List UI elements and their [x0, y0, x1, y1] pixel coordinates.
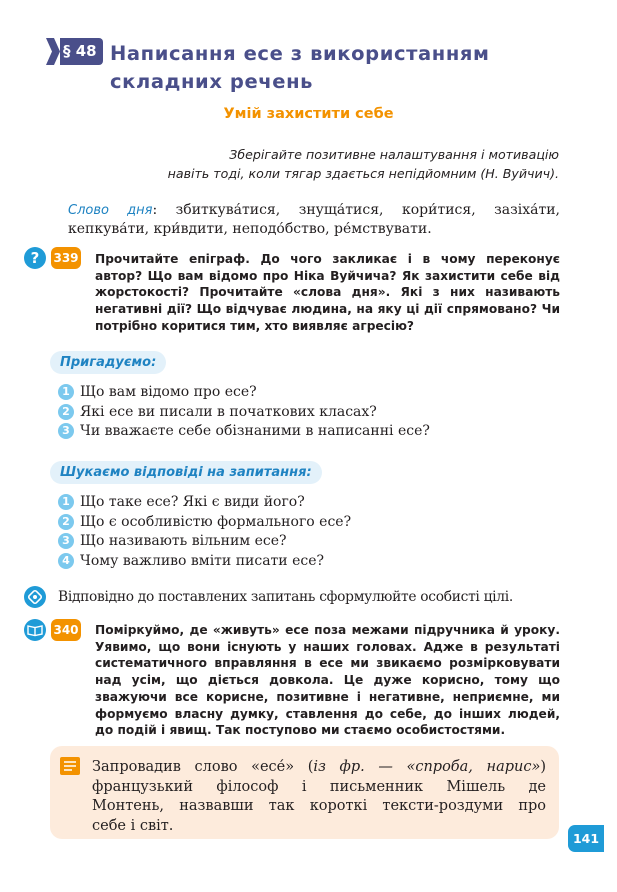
word-of-day	[68, 201, 560, 239]
list-number: 3	[58, 533, 74, 549]
info-text-part: )	[540, 759, 546, 775]
list-text: Що таке есе? Які є види його?	[80, 493, 305, 510]
list-item	[58, 402, 558, 422]
recall-list	[58, 382, 558, 441]
page-title	[110, 40, 550, 96]
list-number: 1	[58, 384, 74, 400]
goals-text: Відповідно до поставлених запитань сформулюйте особисті цілі.	[58, 589, 513, 605]
list-number: 3	[58, 423, 74, 439]
list-item	[58, 551, 558, 571]
list-text: Чому важливо вміти писати есе?	[80, 552, 324, 569]
list-number: 1	[58, 494, 74, 510]
list-number: 2	[58, 404, 74, 420]
list-number: 2	[58, 514, 74, 530]
task-text: Прочитайте епіграф. До чого закликає і в чому переконує автор? Що вам відомо про Ніка Вуйчича? Як захистити себе від жорстокості? Прочитайте «слова дня». Які з них називають негативні дії? Що відчуває людина, на яку ці дії спрямовано? Чи потрібно коритися тим, хто виявляє агресію?	[95, 252, 560, 333]
search-list	[58, 492, 558, 571]
info-text-part: Запровадив слово «есе́» (	[92, 759, 314, 775]
search-heading: Шукаємо відповіді на запитання:	[50, 461, 322, 484]
list-number: 4	[58, 553, 74, 569]
epigraph-line: навіть тоді, коли тягар здається непідйомним (Н. Вуйчич).	[167, 166, 559, 181]
list-text: Які есе ви писали в початкових класах?	[80, 403, 377, 420]
goal-icon	[24, 586, 46, 608]
chevron-right-icon	[46, 38, 60, 65]
list-text: Чи вважаєте себе обізнаними в написанні есе?	[80, 423, 430, 440]
section-badge	[46, 38, 103, 65]
info-text	[92, 758, 546, 836]
task-text: Поміркуймо, де «живуть» есе поза межами підручника й уроку. Уявимо, що вони існують у наших головах. Адже в результаті систематичного вправляння в есе ми звикаємо розмірковувати над усім, що діється довкола. Це дуже корисно, тому що зважуючи все корисне, позитивне і негативне, неприємне, ми формуємо власну думку, ставлення до себе, до інших людей, до подій і явищ. Так поступово ми стаємо особистостями.	[95, 623, 560, 738]
word-of-day-label: Слово дня	[68, 203, 153, 218]
note-icon	[59, 756, 81, 776]
task-number: 340	[51, 619, 81, 641]
list-text: Що вам відомо про есе?	[80, 383, 257, 400]
info-text-part: із фр. — «спроба, нарис»	[313, 759, 541, 775]
title-line: Написання есе з використанням	[110, 42, 490, 65]
subtitle: Умій захистити себе	[223, 106, 394, 122]
list-item	[58, 531, 558, 551]
list-item	[58, 492, 558, 512]
info-text-line: французький філософ і письменник Мішель де	[92, 778, 546, 795]
epigraph	[168, 145, 559, 183]
title-line: складних речень	[110, 70, 314, 93]
epigraph-line: Зберігайте позитивне налаштування і мотивацію	[229, 147, 559, 162]
book-icon	[24, 619, 46, 641]
list-item	[58, 421, 558, 441]
page-number: 141	[568, 825, 604, 852]
info-text-line: Монтень, назвавши так короткі тексти-роздуми про	[92, 798, 546, 814]
list-text: Що є особливістю формального есе?	[80, 513, 352, 530]
section-number: § 48	[60, 38, 103, 65]
recall-heading: Пригадуємо:	[50, 351, 166, 374]
word-of-day-text: : збиткува́тися, знуща́тися, кори́тися, зазіха́ти, кепкува́ти, кри́вдити, неподо́бство, ре́мствувати.	[68, 202, 561, 237]
info-box	[50, 746, 559, 839]
list-item	[58, 382, 558, 402]
task-number: 339	[51, 247, 81, 269]
list-text: Що називають вільним есе?	[80, 533, 287, 550]
question-icon: ?	[24, 247, 46, 269]
list-item	[58, 512, 558, 532]
info-text-line: себе і світ.	[92, 817, 174, 834]
